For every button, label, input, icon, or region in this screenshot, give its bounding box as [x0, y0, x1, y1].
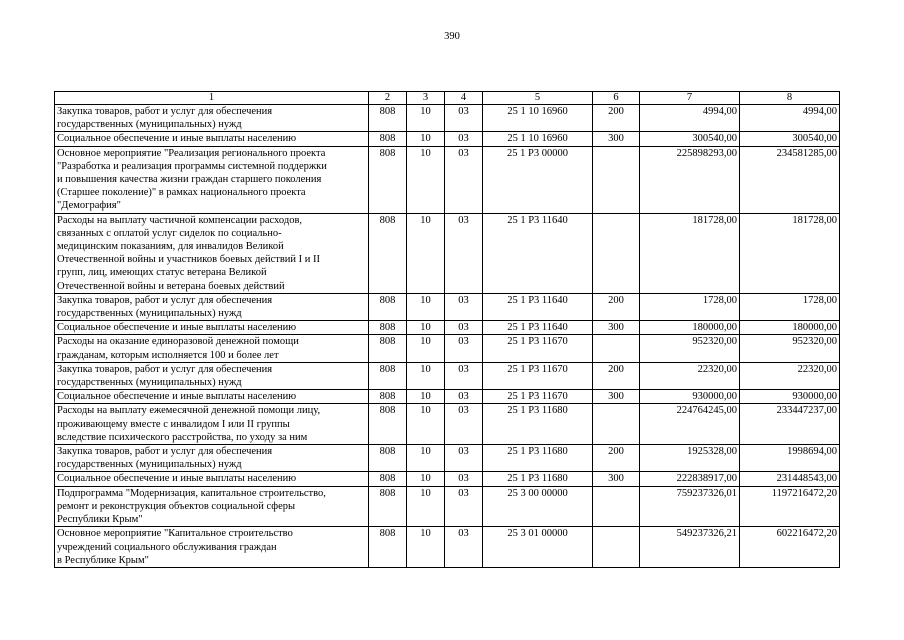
- item-name-cell: Закупка товаров, работ и услуг для обеспечения государственных (муниципальных) нужд: [55, 293, 369, 320]
- amount-year-2-cell: 602216472,20: [740, 527, 840, 568]
- ministry-code-cell: 808: [369, 445, 407, 472]
- subsection-code-cell: 03: [445, 445, 483, 472]
- expense-type-cell: [593, 335, 640, 362]
- ministry-code-cell: 808: [369, 335, 407, 362]
- target-article-cell: 25 1 Р3 11640: [483, 293, 593, 320]
- section-code-cell: 10: [407, 404, 445, 445]
- amount-year-2-cell: 234581285,00: [740, 146, 840, 213]
- target-article-cell: 25 1 Р3 11670: [483, 362, 593, 389]
- amount-year-1-cell: 549237326,21: [640, 527, 740, 568]
- table-row: [55, 527, 840, 568]
- header-row: [55, 92, 840, 105]
- table-body: [55, 105, 840, 568]
- column-header-8: 8: [740, 92, 840, 105]
- ministry-code-cell: 808: [369, 132, 407, 146]
- table-row: [55, 362, 840, 389]
- amount-year-1-cell: 222838917,00: [640, 472, 740, 486]
- expense-type-cell: [593, 527, 640, 568]
- amount-year-2-cell: 1728,00: [740, 293, 840, 320]
- item-name-cell: Социальное обеспечение и иные выплаты населению: [55, 390, 369, 404]
- amount-year-2-cell: 952320,00: [740, 335, 840, 362]
- table-row: [55, 445, 840, 472]
- table-row: [55, 390, 840, 404]
- section-code-cell: 10: [407, 445, 445, 472]
- amount-year-1-cell: 224764245,00: [640, 404, 740, 445]
- ministry-code-cell: 808: [369, 362, 407, 389]
- amount-year-1-cell: 759237326,01: [640, 486, 740, 527]
- amount-year-2-cell: 300540,00: [740, 132, 840, 146]
- column-header-3: 3: [407, 92, 445, 105]
- target-article-cell: 25 1 10 16960: [483, 132, 593, 146]
- subsection-code-cell: 03: [445, 132, 483, 146]
- section-code-cell: 10: [407, 132, 445, 146]
- ministry-code-cell: 808: [369, 293, 407, 320]
- table-row: [55, 213, 840, 293]
- item-name-cell: Социальное обеспечение и иные выплаты населению: [55, 132, 369, 146]
- expense-type-cell: 300: [593, 472, 640, 486]
- table-row: [55, 404, 840, 445]
- amount-year-1-cell: 4994,00: [640, 105, 740, 132]
- item-name-cell: Расходы на выплату частичной компенсации расходов, связанных с оплатой услуг сиделок по социально- медицинским показаниям, для инвалидов Великой Отечественной войны и участников боевых действий I и II групп, лиц, имеющих статус ветерана Великой Отечественной войны и ветерана боевых действий: [55, 213, 369, 293]
- subsection-code-cell: 03: [445, 105, 483, 132]
- item-name-cell: Социальное обеспечение и иные выплаты населению: [55, 472, 369, 486]
- table-row: [55, 105, 840, 132]
- amount-year-2-cell: 4994,00: [740, 105, 840, 132]
- subsection-code-cell: 03: [445, 146, 483, 213]
- item-name-cell: Подпрограмма "Модернизация, капитальное строительство, ремонт и реконструкция объектов социальной сферы Республики Крым": [55, 486, 369, 527]
- expense-type-cell: [593, 146, 640, 213]
- ministry-code-cell: 808: [369, 404, 407, 445]
- amount-year-1-cell: 1925328,00: [640, 445, 740, 472]
- section-code-cell: 10: [407, 486, 445, 527]
- ministry-code-cell: 808: [369, 472, 407, 486]
- column-header-2: 2: [369, 92, 407, 105]
- subsection-code-cell: 03: [445, 293, 483, 320]
- table-row: [55, 335, 840, 362]
- item-name-cell: Расходы на выплату ежемесячной денежной помощи лицу, проживающему вместе с инвалидом I или II группы вследствие психического расстройства, по уходу за ним: [55, 404, 369, 445]
- column-header-6: 6: [593, 92, 640, 105]
- expense-type-cell: 200: [593, 105, 640, 132]
- target-article-cell: 25 1 Р3 11670: [483, 390, 593, 404]
- target-article-cell: 25 1 Р3 11640: [483, 321, 593, 335]
- expense-type-cell: 200: [593, 362, 640, 389]
- subsection-code-cell: 03: [445, 213, 483, 293]
- ministry-code-cell: 808: [369, 527, 407, 568]
- expense-type-cell: [593, 404, 640, 445]
- item-name-cell: Закупка товаров, работ и услуг для обеспечения государственных (муниципальных) нужд: [55, 362, 369, 389]
- expense-type-cell: [593, 213, 640, 293]
- column-header-4: 4: [445, 92, 483, 105]
- amount-year-1-cell: 930000,00: [640, 390, 740, 404]
- item-name-cell: Расходы на оказание единоразовой денежной помощи гражданам, которым исполняется 100 и более лет: [55, 335, 369, 362]
- expense-type-cell: 300: [593, 390, 640, 404]
- section-code-cell: 10: [407, 146, 445, 213]
- amount-year-1-cell: 181728,00: [640, 213, 740, 293]
- section-code-cell: 10: [407, 213, 445, 293]
- table-row: [55, 486, 840, 527]
- table-row: [55, 146, 840, 213]
- amount-year-2-cell: 233447237,00: [740, 404, 840, 445]
- amount-year-2-cell: 930000,00: [740, 390, 840, 404]
- amount-year-1-cell: 180000,00: [640, 321, 740, 335]
- target-article-cell: 25 1 Р3 11680: [483, 404, 593, 445]
- expense-type-cell: 200: [593, 445, 640, 472]
- section-code-cell: 10: [407, 321, 445, 335]
- item-name-cell: Основное мероприятие "Реализация регионального проекта "Разработка и реализация программы системной поддержки и повышения качества жизни граждан старшего поколения (Старшее поколение)" в рамках национального проекта "Демография": [55, 146, 369, 213]
- subsection-code-cell: 03: [445, 472, 483, 486]
- target-article-cell: 25 3 00 00000: [483, 486, 593, 527]
- amount-year-2-cell: 181728,00: [740, 213, 840, 293]
- amount-year-1-cell: 1728,00: [640, 293, 740, 320]
- table-row: [55, 472, 840, 486]
- target-article-cell: 25 1 Р3 11680: [483, 445, 593, 472]
- amount-year-2-cell: 180000,00: [740, 321, 840, 335]
- section-code-cell: 10: [407, 472, 445, 486]
- column-header-1: 1: [55, 92, 369, 105]
- expense-type-cell: [593, 486, 640, 527]
- target-article-cell: 25 1 Р3 11680: [483, 472, 593, 486]
- target-article-cell: 25 1 Р3 11640: [483, 213, 593, 293]
- amount-year-1-cell: 225898293,00: [640, 146, 740, 213]
- item-name-cell: Основное мероприятие "Капитальное строительство учреждений социального обслуживания граждан в Республике Крым": [55, 527, 369, 568]
- expense-type-cell: 200: [593, 293, 640, 320]
- target-article-cell: 25 1 Р3 11670: [483, 335, 593, 362]
- target-article-cell: 25 3 01 00000: [483, 527, 593, 568]
- budget-table: [54, 91, 840, 568]
- table-row: [55, 293, 840, 320]
- subsection-code-cell: 03: [445, 321, 483, 335]
- expense-type-cell: 300: [593, 132, 640, 146]
- column-header-7: 7: [640, 92, 740, 105]
- ministry-code-cell: 808: [369, 390, 407, 404]
- amount-year-2-cell: 22320,00: [740, 362, 840, 389]
- subsection-code-cell: 03: [445, 486, 483, 527]
- subsection-code-cell: 03: [445, 362, 483, 389]
- target-article-cell: 25 1 Р3 00000: [483, 146, 593, 213]
- ministry-code-cell: 808: [369, 146, 407, 213]
- amount-year-2-cell: 1197216472,20: [740, 486, 840, 527]
- item-name-cell: Социальное обеспечение и иные выплаты населению: [55, 321, 369, 335]
- section-code-cell: 10: [407, 293, 445, 320]
- table-row: [55, 321, 840, 335]
- item-name-cell: Закупка товаров, работ и услуг для обеспечения государственных (муниципальных) нужд: [55, 105, 369, 132]
- amount-year-1-cell: 300540,00: [640, 132, 740, 146]
- table-row: [55, 132, 840, 146]
- item-name-cell: Закупка товаров, работ и услуг для обеспечения государственных (муниципальных) нужд: [55, 445, 369, 472]
- expense-type-cell: 300: [593, 321, 640, 335]
- section-code-cell: 10: [407, 335, 445, 362]
- ministry-code-cell: 808: [369, 321, 407, 335]
- section-code-cell: 10: [407, 362, 445, 389]
- ministry-code-cell: 808: [369, 105, 407, 132]
- ministry-code-cell: 808: [369, 486, 407, 527]
- amount-year-1-cell: 952320,00: [640, 335, 740, 362]
- section-code-cell: 10: [407, 390, 445, 404]
- section-code-cell: 10: [407, 105, 445, 132]
- amount-year-2-cell: 231448543,00: [740, 472, 840, 486]
- section-code-cell: 10: [407, 527, 445, 568]
- subsection-code-cell: 03: [445, 527, 483, 568]
- subsection-code-cell: 03: [445, 390, 483, 404]
- amount-year-1-cell: 22320,00: [640, 362, 740, 389]
- target-article-cell: 25 1 10 16960: [483, 105, 593, 132]
- subsection-code-cell: 03: [445, 404, 483, 445]
- subsection-code-cell: 03: [445, 335, 483, 362]
- column-header-5: 5: [483, 92, 593, 105]
- amount-year-2-cell: 1998694,00: [740, 445, 840, 472]
- page-number: 390: [444, 31, 460, 42]
- ministry-code-cell: 808: [369, 213, 407, 293]
